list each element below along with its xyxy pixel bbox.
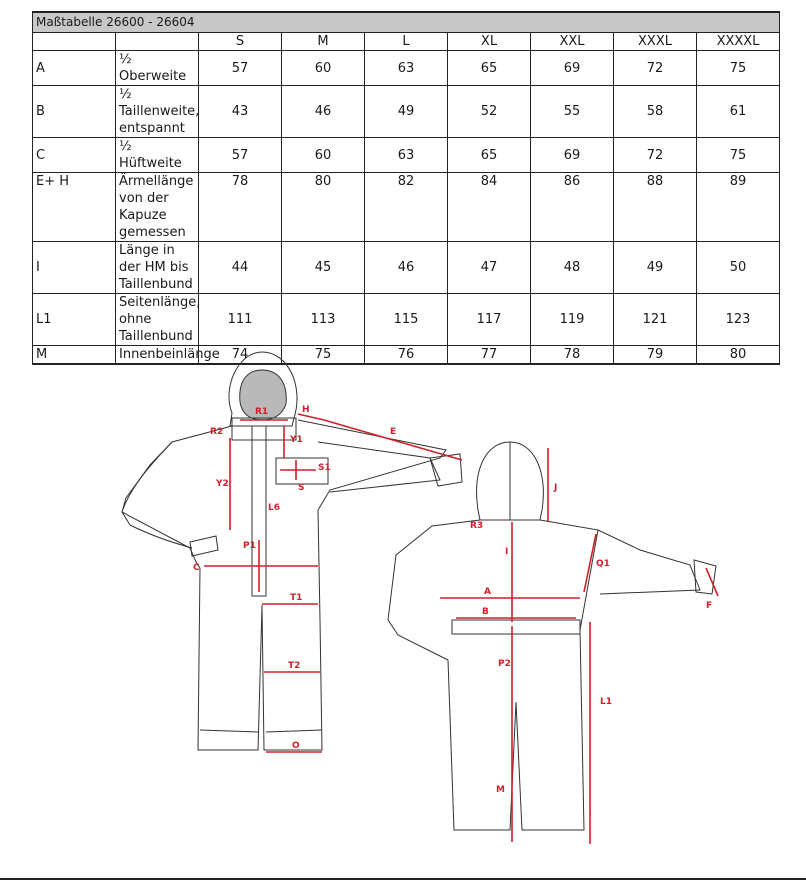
marker-label: R3 (470, 521, 484, 531)
size-value: 80 (697, 346, 780, 365)
size-value: 46 (282, 86, 365, 138)
size-value: 88 (614, 173, 697, 242)
marker-label: E (390, 427, 397, 437)
size-header: XXXL (614, 33, 697, 51)
marker-label: Y1 (290, 435, 303, 445)
table-body (33, 51, 780, 365)
size-value: 113 (282, 294, 365, 346)
row-description: ½ Taillenweite, entspannt (116, 86, 199, 138)
marker-label: B (482, 607, 489, 617)
marker-label: L6 (268, 503, 280, 513)
size-value: 79 (614, 346, 697, 365)
marker-label: A (484, 587, 491, 597)
size-value: 121 (614, 294, 697, 346)
size-value: 80 (282, 173, 365, 242)
row-code: L1 (33, 294, 116, 346)
size-value: 117 (448, 294, 531, 346)
size-table (32, 11, 780, 365)
row-code: I (33, 242, 116, 294)
size-value: 89 (697, 173, 780, 242)
size-value: 49 (365, 86, 448, 138)
row-description: Ärmellänge von der Kapuze gemessen (116, 173, 199, 242)
page-bottom-rule (0, 878, 806, 880)
description-header (116, 33, 199, 51)
table-row (33, 51, 780, 86)
row-description: Länge in der HM bis Taillenbund (116, 242, 199, 294)
table-row (33, 86, 780, 138)
size-value: 72 (614, 138, 697, 173)
table-title: Maßtabelle 26600 - 26604 (33, 12, 780, 33)
size-header: M (282, 33, 365, 51)
size-value: 119 (531, 294, 614, 346)
row-code: E+ H (33, 173, 116, 242)
size-value: 57 (199, 51, 282, 86)
row-code: M (33, 346, 116, 365)
table-title-row (33, 12, 780, 33)
size-value: 75 (282, 346, 365, 365)
code-header (33, 33, 116, 51)
size-value: 52 (448, 86, 531, 138)
size-header-row (33, 33, 780, 51)
marker-label: Q1 (596, 559, 610, 569)
size-value: 75 (697, 138, 780, 173)
size-value: 82 (365, 173, 448, 242)
size-value: 61 (697, 86, 780, 138)
size-value: 58 (614, 86, 697, 138)
table-row (33, 173, 780, 242)
size-value: 50 (697, 242, 780, 294)
size-value: 69 (531, 51, 614, 86)
back-view (388, 442, 718, 844)
size-value: 49 (614, 242, 697, 294)
size-value: 55 (531, 86, 614, 138)
size-value: 47 (448, 242, 531, 294)
size-value: 78 (199, 173, 282, 242)
size-value: 78 (531, 346, 614, 365)
marker-label: I (505, 547, 509, 557)
row-code: A (33, 51, 116, 86)
marker-label: M (496, 785, 505, 795)
size-value: 46 (365, 242, 448, 294)
marker-label: R1 (255, 407, 269, 417)
marker-label: Y2 (216, 479, 229, 489)
row-code: B (33, 86, 116, 138)
marker-label: S1 (318, 463, 331, 473)
size-value: 86 (531, 173, 614, 242)
size-value: 65 (448, 138, 531, 173)
front-view (122, 352, 462, 752)
size-value: 123 (697, 294, 780, 346)
row-description: ½ Oberweite (116, 51, 199, 86)
marker-label: T1 (290, 593, 303, 603)
row-description: Innenbeinlänge (116, 346, 199, 365)
marker-label: F (706, 601, 713, 611)
size-value: 76 (365, 346, 448, 365)
size-value: 44 (199, 242, 282, 294)
size-value: 84 (448, 173, 531, 242)
size-value: 74 (199, 346, 282, 365)
size-header: L (365, 33, 448, 51)
size-value: 60 (282, 51, 365, 86)
marker-label: O (292, 741, 300, 751)
size-value: 43 (199, 86, 282, 138)
size-value: 60 (282, 138, 365, 173)
size-value: 65 (448, 51, 531, 86)
marker-label: T2 (288, 661, 301, 671)
marker-label: J (554, 483, 558, 493)
size-value: 57 (199, 138, 282, 173)
size-value: 48 (531, 242, 614, 294)
size-value: 111 (199, 294, 282, 346)
row-description: ½ Hüftweite (116, 138, 199, 173)
size-header: S (199, 33, 282, 51)
marker-label: H (302, 405, 310, 415)
row-description: Seitenlänge, ohne Taillenbund (116, 294, 199, 346)
size-header: XL (448, 33, 531, 51)
size-value: 69 (531, 138, 614, 173)
size-value: 45 (282, 242, 365, 294)
marker-label: L1 (600, 697, 612, 707)
marker-label: C (193, 563, 200, 573)
marker-label: P1 (243, 541, 256, 551)
table-row (33, 138, 780, 173)
size-value: 115 (365, 294, 448, 346)
size-value: 75 (697, 51, 780, 86)
size-value: 63 (365, 51, 448, 86)
size-header: XXL (531, 33, 614, 51)
row-code: C (33, 138, 116, 173)
marker-label: S (298, 483, 305, 493)
size-value: 77 (448, 346, 531, 365)
size-value: 63 (365, 138, 448, 173)
garment-diagram (0, 330, 806, 870)
marker-label: P2 (498, 659, 511, 669)
size-header: XXXXL (697, 33, 780, 51)
table-row (33, 242, 780, 294)
marker-label: R2 (210, 427, 224, 437)
size-value: 72 (614, 51, 697, 86)
